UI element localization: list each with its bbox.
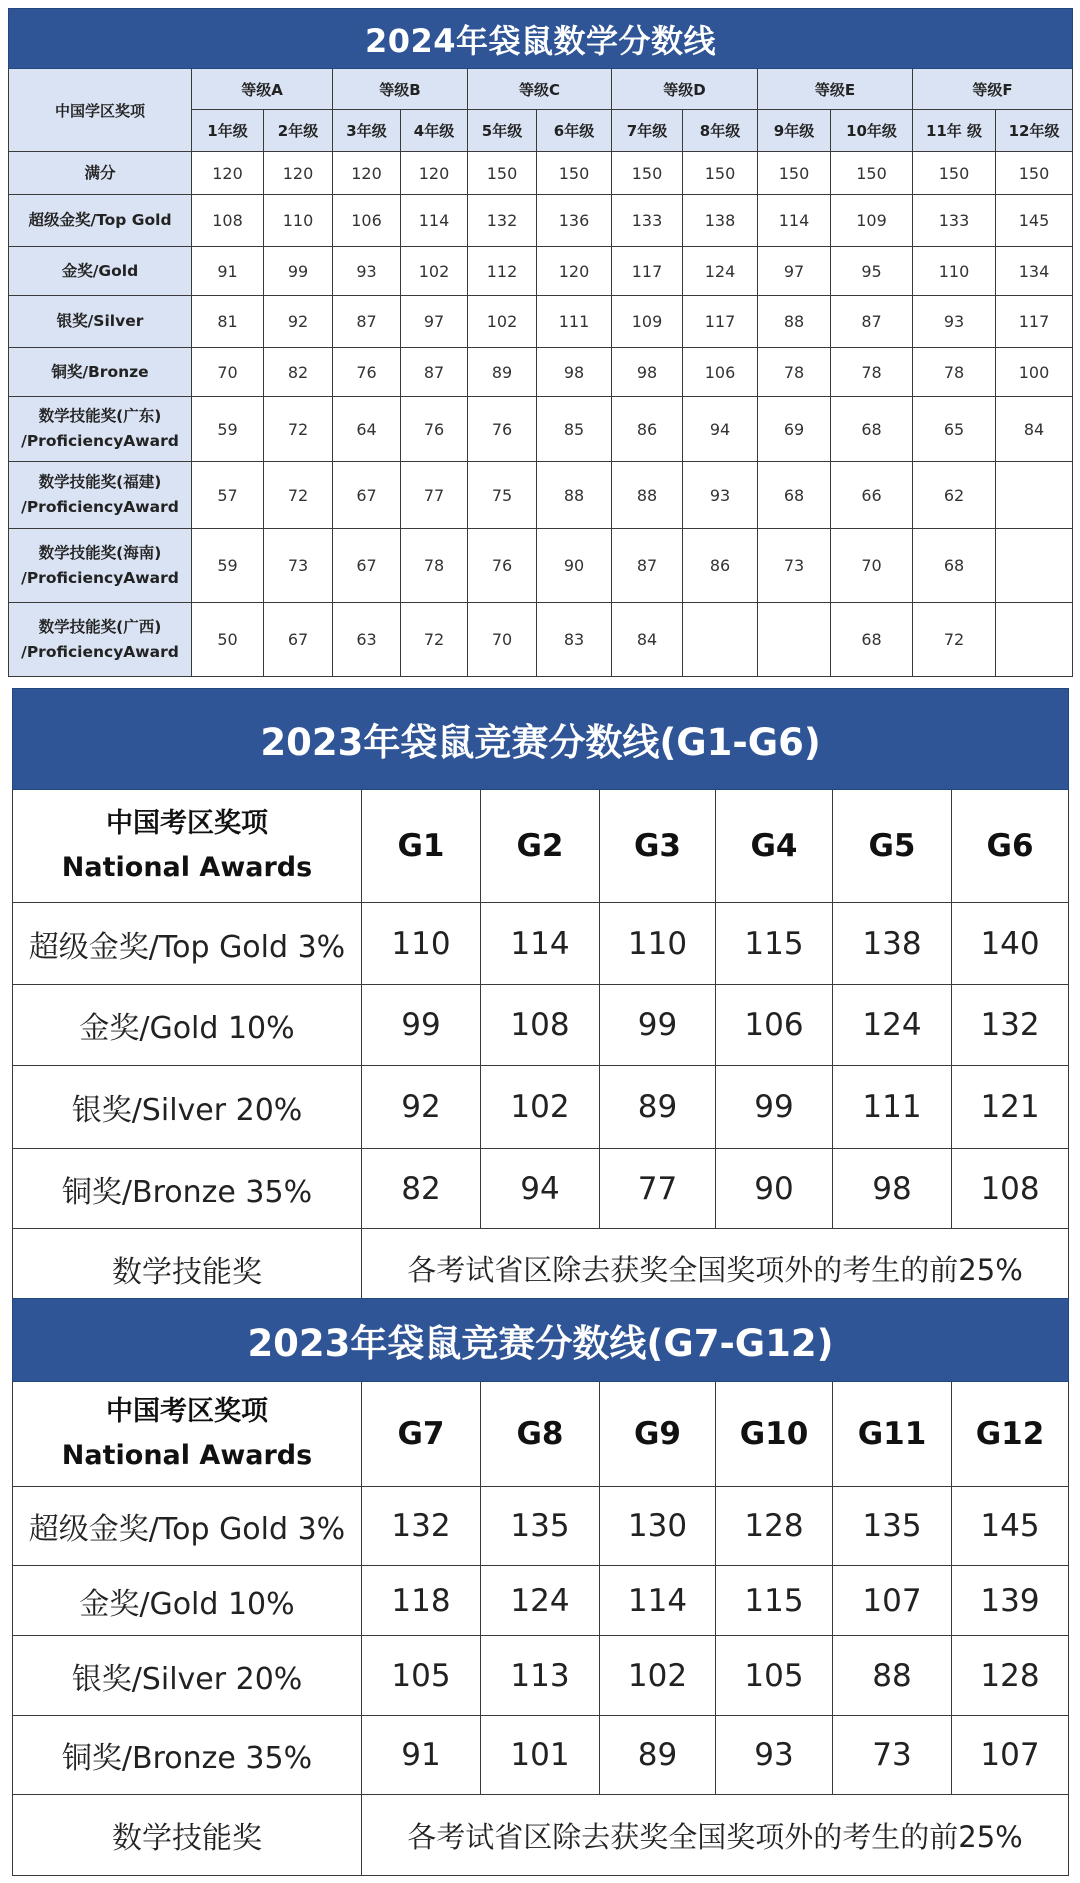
score-cell: 62 — [913, 462, 996, 529]
score-cell: 72 — [264, 462, 333, 529]
score-cell: 115 — [716, 1566, 833, 1636]
corner-header — [13, 1382, 362, 1487]
score-cell: 64 — [333, 397, 401, 462]
proficiency-label: 数学技能奖 — [13, 1795, 362, 1876]
grade-header: 12年级 — [996, 110, 1073, 152]
row-label-line1: 满分 — [84, 163, 116, 182]
score-cell: 86 — [683, 529, 758, 603]
score-cell: 114 — [401, 195, 468, 247]
score-cell: 81 — [192, 296, 264, 348]
score-cell: 110 — [600, 903, 716, 985]
score-cell: 130 — [600, 1487, 716, 1566]
score-cell: 57 — [192, 462, 264, 529]
table-body — [13, 1487, 1069, 1795]
row-label: 金奖/Gold 10% — [13, 1566, 362, 1636]
row-label: 超级金奖/Top Gold 3% — [13, 1487, 362, 1566]
grade-header: G6 — [952, 790, 1069, 903]
score-cell: 102 — [481, 1066, 600, 1149]
score-cell: 108 — [192, 195, 264, 247]
score-cell: 114 — [600, 1566, 716, 1636]
score-cell: 108 — [481, 985, 600, 1066]
score-cell: 112 — [468, 247, 537, 296]
grade-header: G7 — [362, 1382, 481, 1487]
score-cell: 84 — [996, 397, 1073, 462]
score-cell: 70 — [192, 348, 264, 397]
score-cell: 87 — [612, 529, 683, 603]
row-label-line2: /ProficiencyAward — [21, 568, 179, 587]
row-label-line1: 数学技能奖(海南) — [38, 543, 162, 562]
score-cell: 94 — [481, 1149, 600, 1229]
grade-header: G12 — [952, 1382, 1069, 1487]
score-cell: 88 — [612, 462, 683, 529]
score-cell: 120 — [401, 152, 468, 195]
score-cell: 150 — [683, 152, 758, 195]
score-cell: 111 — [537, 296, 612, 348]
score-cell: 59 — [192, 397, 264, 462]
score-cell: 102 — [401, 247, 468, 296]
row-label: 银奖/Silver 20% — [13, 1636, 362, 1716]
score-cell: 78 — [913, 348, 996, 397]
score-cell: 124 — [833, 985, 952, 1066]
level-header: 等级A — [192, 69, 333, 110]
score-cell: 106 — [683, 348, 758, 397]
score-cell: 124 — [481, 1566, 600, 1636]
score-cell — [996, 462, 1073, 529]
score-cell: 100 — [996, 348, 1073, 397]
grade-header: 9年级 — [758, 110, 831, 152]
corner-header-en: National Awards — [61, 852, 313, 883]
score-cell: 106 — [333, 195, 401, 247]
score-table-2023-g7-g12 — [12, 1298, 1069, 1876]
table-row — [9, 529, 1073, 603]
grade-header: G4 — [716, 790, 833, 903]
score-cell: 98 — [833, 1149, 952, 1229]
score-cell: 98 — [537, 348, 612, 397]
score-table-2024 — [8, 8, 1073, 677]
row-label-line1: 数学技能奖(广东) — [38, 407, 162, 425]
score-cell: 128 — [716, 1487, 833, 1566]
row-label-line1: 银奖/Silver — [56, 312, 144, 330]
score-cell: 132 — [468, 195, 537, 247]
row-label: 铜奖/Bronze 35% — [13, 1149, 362, 1229]
score-cell: 89 — [600, 1716, 716, 1795]
score-cell: 98 — [612, 348, 683, 397]
table-row — [13, 1636, 1069, 1716]
score-cell: 138 — [683, 195, 758, 247]
score-cell: 76 — [401, 397, 468, 462]
score-cell: 87 — [831, 296, 913, 348]
score-cell: 68 — [913, 529, 996, 603]
score-cell: 77 — [600, 1149, 716, 1229]
grade-header: 4年级 — [401, 110, 468, 152]
row-label — [9, 529, 192, 603]
score-cell: 91 — [192, 247, 264, 296]
row-label — [9, 152, 192, 195]
score-cell: 87 — [401, 348, 468, 397]
score-cell: 91 — [362, 1716, 481, 1795]
score-cell: 133 — [913, 195, 996, 247]
score-cell: 90 — [537, 529, 612, 603]
score-cell: 68 — [831, 603, 913, 677]
score-cell: 66 — [831, 462, 913, 529]
score-cell: 73 — [758, 529, 831, 603]
grade-header: 5年级 — [468, 110, 537, 152]
score-cell: 105 — [362, 1636, 481, 1716]
score-cell: 76 — [468, 397, 537, 462]
score-cell: 94 — [683, 397, 758, 462]
row-label-line1: 数学技能奖(福建) — [38, 473, 162, 491]
score-cell: 150 — [913, 152, 996, 195]
corner-header — [13, 790, 362, 903]
score-cell: 113 — [481, 1636, 600, 1716]
score-cell: 93 — [683, 462, 758, 529]
score-cell: 150 — [537, 152, 612, 195]
score-cell — [996, 603, 1073, 677]
score-cell: 65 — [913, 397, 996, 462]
score-cell: 92 — [264, 296, 333, 348]
table-row — [9, 397, 1073, 462]
score-cell: 85 — [537, 397, 612, 462]
score-cell: 68 — [831, 397, 913, 462]
row-label — [9, 348, 192, 397]
score-cell: 99 — [362, 985, 481, 1066]
corner-header: 中国学区奖项 — [9, 69, 192, 152]
score-cell: 78 — [831, 348, 913, 397]
grade-header: G3 — [600, 790, 716, 903]
score-cell: 88 — [537, 462, 612, 529]
score-cell: 150 — [996, 152, 1073, 195]
score-cell: 50 — [192, 603, 264, 677]
row-label — [9, 247, 192, 296]
score-cell: 72 — [401, 603, 468, 677]
score-cell: 117 — [683, 296, 758, 348]
score-cell: 110 — [362, 903, 481, 985]
grade-header: 2年级 — [264, 110, 333, 152]
score-cell — [758, 603, 831, 677]
grade-header: G9 — [600, 1382, 716, 1487]
level-header: 等级D — [612, 69, 758, 110]
corner-header-cn: 中国考区奖项 — [106, 1396, 268, 1427]
grade-header: 11年 级 — [913, 110, 996, 152]
grade-header: G2 — [481, 790, 600, 903]
grade-header: G1 — [362, 790, 481, 903]
score-cell: 99 — [264, 247, 333, 296]
row-label-line1: 超级金奖/Top Gold — [28, 211, 172, 229]
score-cell: 82 — [264, 348, 333, 397]
score-cell: 132 — [952, 985, 1069, 1066]
score-cell: 139 — [952, 1566, 1069, 1636]
score-cell: 111 — [833, 1066, 952, 1149]
row-label — [9, 603, 192, 677]
score-cell: 132 — [362, 1487, 481, 1566]
score-cell: 109 — [612, 296, 683, 348]
score-cell: 76 — [468, 529, 537, 603]
score-cell: 114 — [758, 195, 831, 247]
score-cell: 102 — [600, 1636, 716, 1716]
table-row — [9, 247, 1073, 296]
row-label-line1: 铜奖/Bronze — [51, 362, 149, 381]
score-cell: 124 — [683, 247, 758, 296]
table-title: 2023年袋鼠竞赛分数线(G1-G6) — [13, 689, 1069, 790]
grade-header: 1年级 — [192, 110, 264, 152]
corner-header-en: National Awards — [61, 1440, 313, 1471]
score-cell: 145 — [952, 1487, 1069, 1566]
level-header: 等级F — [913, 69, 1073, 110]
table-row — [13, 1066, 1069, 1149]
score-cell: 70 — [831, 529, 913, 603]
score-cell: 120 — [537, 247, 612, 296]
score-cell: 73 — [264, 529, 333, 603]
score-cell: 150 — [758, 152, 831, 195]
grade-header: G11 — [833, 1382, 952, 1487]
score-cell: 120 — [264, 152, 333, 195]
score-cell: 120 — [333, 152, 401, 195]
score-cell: 76 — [333, 348, 401, 397]
level-header: 等级E — [758, 69, 913, 110]
row-label: 铜奖/Bronze 35% — [13, 1716, 362, 1795]
score-cell: 128 — [952, 1636, 1069, 1716]
row-label-line1: 数学技能奖(广西) — [38, 617, 162, 636]
table-row — [13, 1716, 1069, 1795]
score-cell: 93 — [913, 296, 996, 348]
score-cell: 95 — [831, 247, 913, 296]
table-row — [13, 1566, 1069, 1636]
proficiency-note: 各考试省区除去获奖全国奖项外的考生的前25% — [362, 1795, 1069, 1876]
level-header: 等级C — [468, 69, 612, 110]
row-label — [9, 195, 192, 247]
score-cell: 138 — [833, 903, 952, 985]
row-label — [9, 296, 192, 348]
table-body — [9, 152, 1073, 677]
score-cell: 67 — [264, 603, 333, 677]
row-label-line2: /ProficiencyAward — [21, 498, 179, 516]
score-cell: 72 — [913, 603, 996, 677]
score-cell: 102 — [468, 296, 537, 348]
grade-header: 8年级 — [683, 110, 758, 152]
score-cell: 59 — [192, 529, 264, 603]
grade-header: 3年级 — [333, 110, 401, 152]
level-header: 等级B — [333, 69, 468, 110]
score-cell: 73 — [833, 1716, 952, 1795]
score-cell: 67 — [333, 529, 401, 603]
row-label: 金奖/Gold 10% — [13, 985, 362, 1066]
score-cell: 108 — [952, 1149, 1069, 1229]
score-cell: 70 — [468, 603, 537, 677]
grade-header: G8 — [481, 1382, 600, 1487]
score-cell: 75 — [468, 462, 537, 529]
score-cell: 90 — [716, 1149, 833, 1229]
grade-header: 7年级 — [612, 110, 683, 152]
table-title: 2023年袋鼠竞赛分数线(G7-G12) — [13, 1299, 1069, 1382]
corner-header-cn: 中国考区奖项 — [106, 808, 268, 839]
score-cell: 89 — [600, 1066, 716, 1149]
score-cell: 77 — [401, 462, 468, 529]
grade-header: 10年级 — [831, 110, 913, 152]
score-cell: 69 — [758, 397, 831, 462]
score-cell: 110 — [264, 195, 333, 247]
score-cell: 150 — [468, 152, 537, 195]
table-row — [13, 903, 1069, 985]
score-cell: 121 — [952, 1066, 1069, 1149]
score-cell: 120 — [192, 152, 264, 195]
score-cell: 99 — [716, 1066, 833, 1149]
row-label — [9, 462, 192, 529]
score-cell: 135 — [833, 1487, 952, 1566]
score-cell: 97 — [758, 247, 831, 296]
score-cell: 115 — [716, 903, 833, 985]
row-label-line2: /ProficiencyAward — [21, 642, 179, 661]
grade-header: 6年级 — [537, 110, 612, 152]
score-cell: 105 — [716, 1636, 833, 1716]
score-cell: 109 — [831, 195, 913, 247]
row-label-line1: 金奖/Gold — [61, 261, 139, 280]
score-cell: 88 — [758, 296, 831, 348]
table-row — [9, 296, 1073, 348]
score-cell: 107 — [833, 1566, 952, 1636]
score-cell: 140 — [952, 903, 1069, 985]
score-cell: 136 — [537, 195, 612, 247]
score-cell: 99 — [600, 985, 716, 1066]
row-label: 银奖/Silver 20% — [13, 1066, 362, 1149]
score-cell: 135 — [481, 1487, 600, 1566]
score-cell: 107 — [952, 1716, 1069, 1795]
table-row — [9, 152, 1073, 195]
score-cell: 117 — [996, 296, 1073, 348]
score-cell: 134 — [996, 247, 1073, 296]
table-body — [13, 903, 1069, 1229]
grade-header: G10 — [716, 1382, 833, 1487]
table-row — [9, 195, 1073, 247]
row-label-line2: /ProficiencyAward — [21, 432, 179, 450]
score-cell: 114 — [481, 903, 600, 985]
table-row — [9, 348, 1073, 397]
table-row — [13, 985, 1069, 1066]
score-cell: 78 — [401, 529, 468, 603]
score-cell: 93 — [716, 1716, 833, 1795]
score-cell: 110 — [913, 247, 996, 296]
table-title: 2024年袋鼠数学分数线 — [9, 9, 1073, 69]
score-cell — [996, 529, 1073, 603]
score-table-2023-g1-g6 — [12, 688, 1069, 1309]
table-row — [9, 462, 1073, 529]
row-label: 超级金奖/Top Gold 3% — [13, 903, 362, 985]
score-cell: 68 — [758, 462, 831, 529]
score-cell: 87 — [333, 296, 401, 348]
score-cell: 82 — [362, 1149, 481, 1229]
score-cell: 86 — [612, 397, 683, 462]
score-cell: 89 — [468, 348, 537, 397]
score-cell: 93 — [333, 247, 401, 296]
score-cell: 72 — [264, 397, 333, 462]
table-row — [9, 603, 1073, 677]
table-row — [13, 1487, 1069, 1566]
score-cell: 101 — [481, 1716, 600, 1795]
table-row — [13, 1149, 1069, 1229]
proficiency-note: 各考试省区除去获奖全国奖项外的考生的前25% — [362, 1229, 1069, 1309]
score-cell: 88 — [833, 1636, 952, 1716]
proficiency-label: 数学技能奖 — [13, 1229, 362, 1309]
score-cell: 118 — [362, 1566, 481, 1636]
score-cell: 97 — [401, 296, 468, 348]
grade-header: G5 — [833, 790, 952, 903]
score-cell — [683, 603, 758, 677]
score-cell: 133 — [612, 195, 683, 247]
score-cell: 67 — [333, 462, 401, 529]
score-cell: 145 — [996, 195, 1073, 247]
score-cell: 84 — [612, 603, 683, 677]
score-cell: 92 — [362, 1066, 481, 1149]
score-cell: 78 — [758, 348, 831, 397]
score-cell: 117 — [612, 247, 683, 296]
score-cell: 83 — [537, 603, 612, 677]
row-label — [9, 397, 192, 462]
score-cell: 63 — [333, 603, 401, 677]
score-cell: 150 — [831, 152, 913, 195]
score-cell: 150 — [612, 152, 683, 195]
score-cell: 106 — [716, 985, 833, 1066]
